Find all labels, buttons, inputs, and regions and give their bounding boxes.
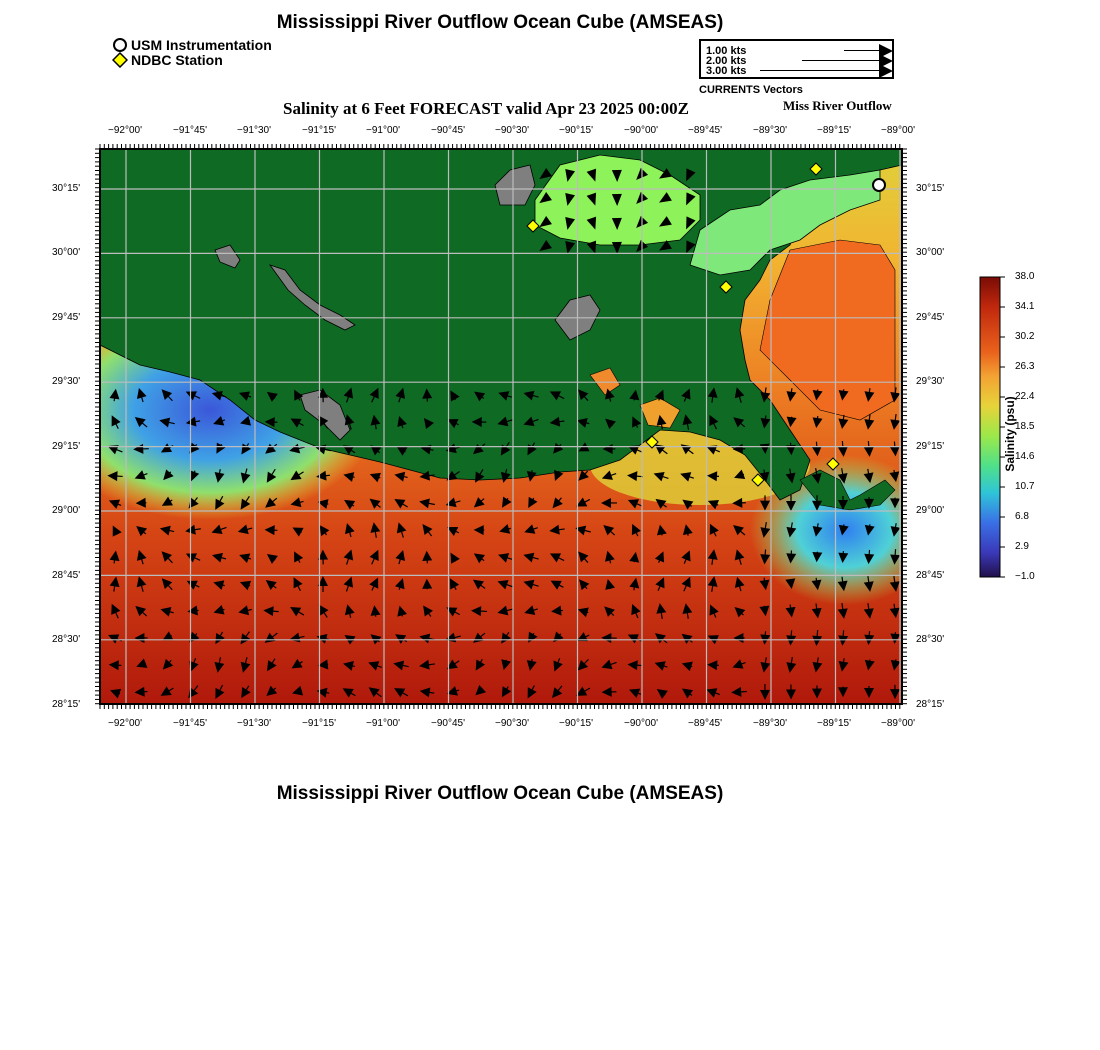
lat-label: 29°45': [52, 312, 81, 323]
lat-label: 30°15': [52, 183, 81, 194]
lon-label: −91°15': [302, 125, 336, 136]
lon-label: −90°00': [624, 718, 658, 729]
lat-label: 29°30': [916, 376, 945, 387]
colorbar-tick: 10.7: [1015, 481, 1035, 492]
map-title-repeat: Mississippi River Outflow Ocean Cube (AMSEAS): [276, 783, 724, 804]
lon-label: −90°30': [495, 125, 529, 136]
lat-label: 30°00': [52, 247, 81, 258]
legend-usm-label: USM Instrumentation: [131, 37, 272, 53]
colorbar-tick: 34.1: [1015, 301, 1035, 312]
lon-label: −91°00': [366, 125, 400, 136]
lon-label: −92°00': [108, 125, 142, 136]
colorbar-tick: 30.2: [1015, 331, 1035, 342]
lat-label: 29°15': [916, 441, 945, 452]
lat-label: 30°15': [916, 183, 945, 194]
colorbar-tick: −1.0: [1015, 571, 1035, 582]
lon-label: −89°00': [881, 718, 915, 729]
colorbar-tick: 14.6: [1015, 451, 1035, 462]
lat-label: 28°15': [916, 699, 945, 710]
colorbar-tick: 2.9: [1015, 541, 1029, 552]
map-subtitle: Salinity at 6 Feet FORECAST valid Apr 23 2025 00:00Z: [283, 99, 689, 118]
lon-label: −91°15': [302, 718, 336, 729]
lon-label: −89°15': [817, 718, 851, 729]
region-label: Miss River Outflow: [783, 98, 892, 113]
lat-label: 28°45': [916, 570, 945, 581]
vector-1kt-label: 1.00 kts: [706, 45, 747, 57]
lat-label: 29°45': [916, 312, 945, 323]
lat-label: 28°45': [52, 570, 81, 581]
colorbar-ramp: [980, 277, 1000, 577]
lat-label: 28°30': [52, 634, 81, 645]
legend-ndbc-label: NDBC Station: [131, 52, 223, 68]
usm-instrument-marker: [873, 179, 885, 191]
lon-label: −91°30': [237, 718, 271, 729]
lon-label: −91°45': [173, 718, 207, 729]
colorbar-tick: 26.3: [1015, 361, 1035, 372]
lat-label: 30°00': [916, 247, 945, 258]
lon-label: −89°45': [688, 718, 722, 729]
lon-label: −89°30': [753, 125, 787, 136]
colorbar-tick: 38.0: [1015, 271, 1035, 282]
lat-label: 28°30': [916, 634, 945, 645]
lon-label: −91°30': [237, 125, 271, 136]
map-title: Mississippi River Outflow Ocean Cube (AMSEAS): [276, 12, 724, 33]
vector-2kt-label: 2.00 kts: [706, 55, 747, 67]
lat-label: 29°00': [916, 505, 945, 516]
lon-label: −90°30': [495, 718, 529, 729]
colorbar-title: Salinity (psu): [1003, 396, 1017, 472]
colorbar-tick: 18.5: [1015, 421, 1035, 432]
lon-label: −90°15': [559, 125, 593, 136]
vector-caption: CURRENTS Vectors: [699, 84, 803, 96]
lon-label: −89°45': [688, 125, 722, 136]
lon-label: −92°00': [108, 718, 142, 729]
lon-label: −89°00': [881, 125, 915, 136]
lat-label: 28°15': [52, 699, 81, 710]
lon-label: −90°00': [624, 125, 658, 136]
lon-label: −90°45': [431, 125, 465, 136]
lon-label: −89°30': [753, 718, 787, 729]
lon-label: −90°45': [431, 718, 465, 729]
colorbar-tick: 22.4: [1015, 391, 1035, 402]
lon-label: −90°15': [559, 718, 593, 729]
colorbar-tick: 6.8: [1015, 511, 1029, 522]
lon-label: −89°15': [817, 125, 851, 136]
lon-label: −91°00': [366, 718, 400, 729]
lon-label: −91°45': [173, 125, 207, 136]
lat-label: 29°15': [52, 441, 81, 452]
vector-3kt-label: 3.00 kts: [706, 65, 747, 77]
lat-label: 29°30': [52, 376, 81, 387]
lat-label: 29°00': [52, 505, 81, 516]
